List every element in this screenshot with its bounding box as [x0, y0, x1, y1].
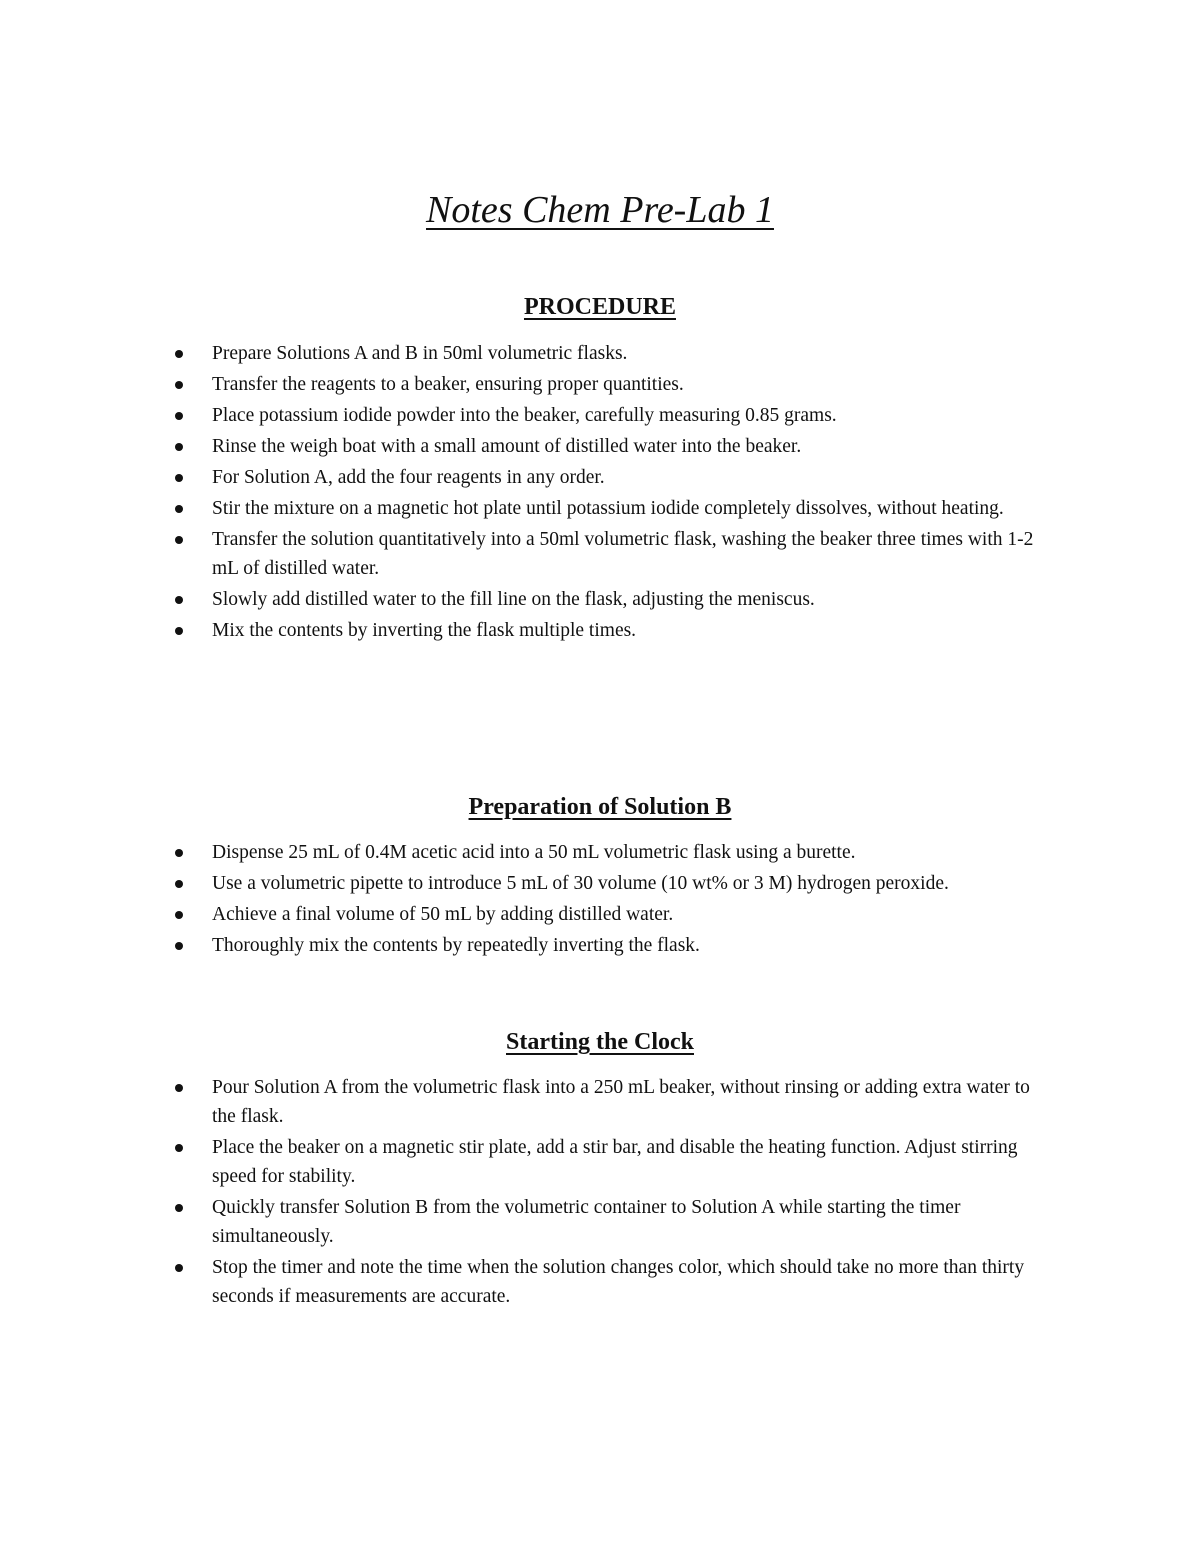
- bullet-icon: [175, 350, 183, 358]
- section-heading-solution-b: Preparation of Solution B: [468, 794, 732, 820]
- list-item: Use a volumetric pipette to introduce 5 mL of 30 volume (10 wt% or 3 M) hydrogen peroxide.: [0, 869, 1200, 898]
- procedure-list: [0, 339, 1200, 647]
- bullet-icon: [175, 381, 183, 389]
- bullet-icon: [175, 942, 183, 950]
- list-item: Dispense 25 mL of 0.4M acetic acid into a 50 mL volumetric flask using a burette.: [0, 838, 1200, 867]
- bullet-icon: [175, 596, 183, 604]
- bullet-icon: [175, 1204, 183, 1212]
- solution-b-list: [0, 838, 1200, 962]
- bullet-icon: [175, 505, 183, 513]
- list-item: Place potassium iodide powder into the beaker, carefully measuring 0.85 grams.: [0, 401, 1200, 430]
- document-title: Notes Chem Pre-Lab 1: [426, 189, 774, 231]
- bullet-icon: [175, 1084, 183, 1092]
- list-item: Pour Solution A from the volumetric flask into a 250 mL beaker, without rinsing or adding extra water to the flask.: [0, 1073, 1200, 1131]
- list-item: Prepare Solutions A and B in 50ml volumetric flasks.: [0, 339, 1200, 368]
- bullet-icon: [175, 911, 183, 919]
- bullet-icon: [175, 443, 183, 451]
- list-item: Transfer the solution quantitatively into a 50ml volumetric flask, washing the beaker three times with 1-2 mL of distilled water.: [0, 525, 1200, 583]
- bullet-icon: [175, 536, 183, 544]
- starting-clock-list: [0, 1073, 1200, 1313]
- list-item: Place the beaker on a magnetic stir plate, add a stir bar, and disable the heating function. Adjust stirring speed for stability.: [0, 1133, 1200, 1191]
- section-heading-starting-clock: Starting the Clock: [506, 1029, 694, 1055]
- bullet-icon: [175, 627, 183, 635]
- list-item: Quickly transfer Solution B from the volumetric container to Solution A while starting the timer simultaneously.: [0, 1193, 1200, 1251]
- list-item: Mix the contents by inverting the flask multiple times.: [0, 616, 1200, 645]
- bullet-icon: [175, 1144, 183, 1152]
- list-item: For Solution A, add the four reagents in any order.: [0, 463, 1200, 492]
- list-item: Stop the timer and note the time when the solution changes color, which should take no more than thirty seconds if measurements are accurate.: [0, 1253, 1200, 1311]
- list-item: Stir the mixture on a magnetic hot plate until potassium iodide completely dissolves, without heating.: [0, 494, 1200, 523]
- bullet-icon: [175, 1264, 183, 1272]
- list-item: Thoroughly mix the contents by repeatedly inverting the flask.: [0, 931, 1200, 960]
- list-item: Achieve a final volume of 50 mL by adding distilled water.: [0, 900, 1200, 929]
- bullet-icon: [175, 474, 183, 482]
- list-item: Rinse the weigh boat with a small amount of distilled water into the beaker.: [0, 432, 1200, 461]
- list-item: Slowly add distilled water to the fill line on the flask, adjusting the meniscus.: [0, 585, 1200, 614]
- list-item: Transfer the reagents to a beaker, ensuring proper quantities.: [0, 370, 1200, 399]
- bullet-icon: [175, 880, 183, 888]
- section-heading-procedure: PROCEDURE: [523, 294, 676, 320]
- bullet-icon: [175, 849, 183, 857]
- bullet-icon: [175, 412, 183, 420]
